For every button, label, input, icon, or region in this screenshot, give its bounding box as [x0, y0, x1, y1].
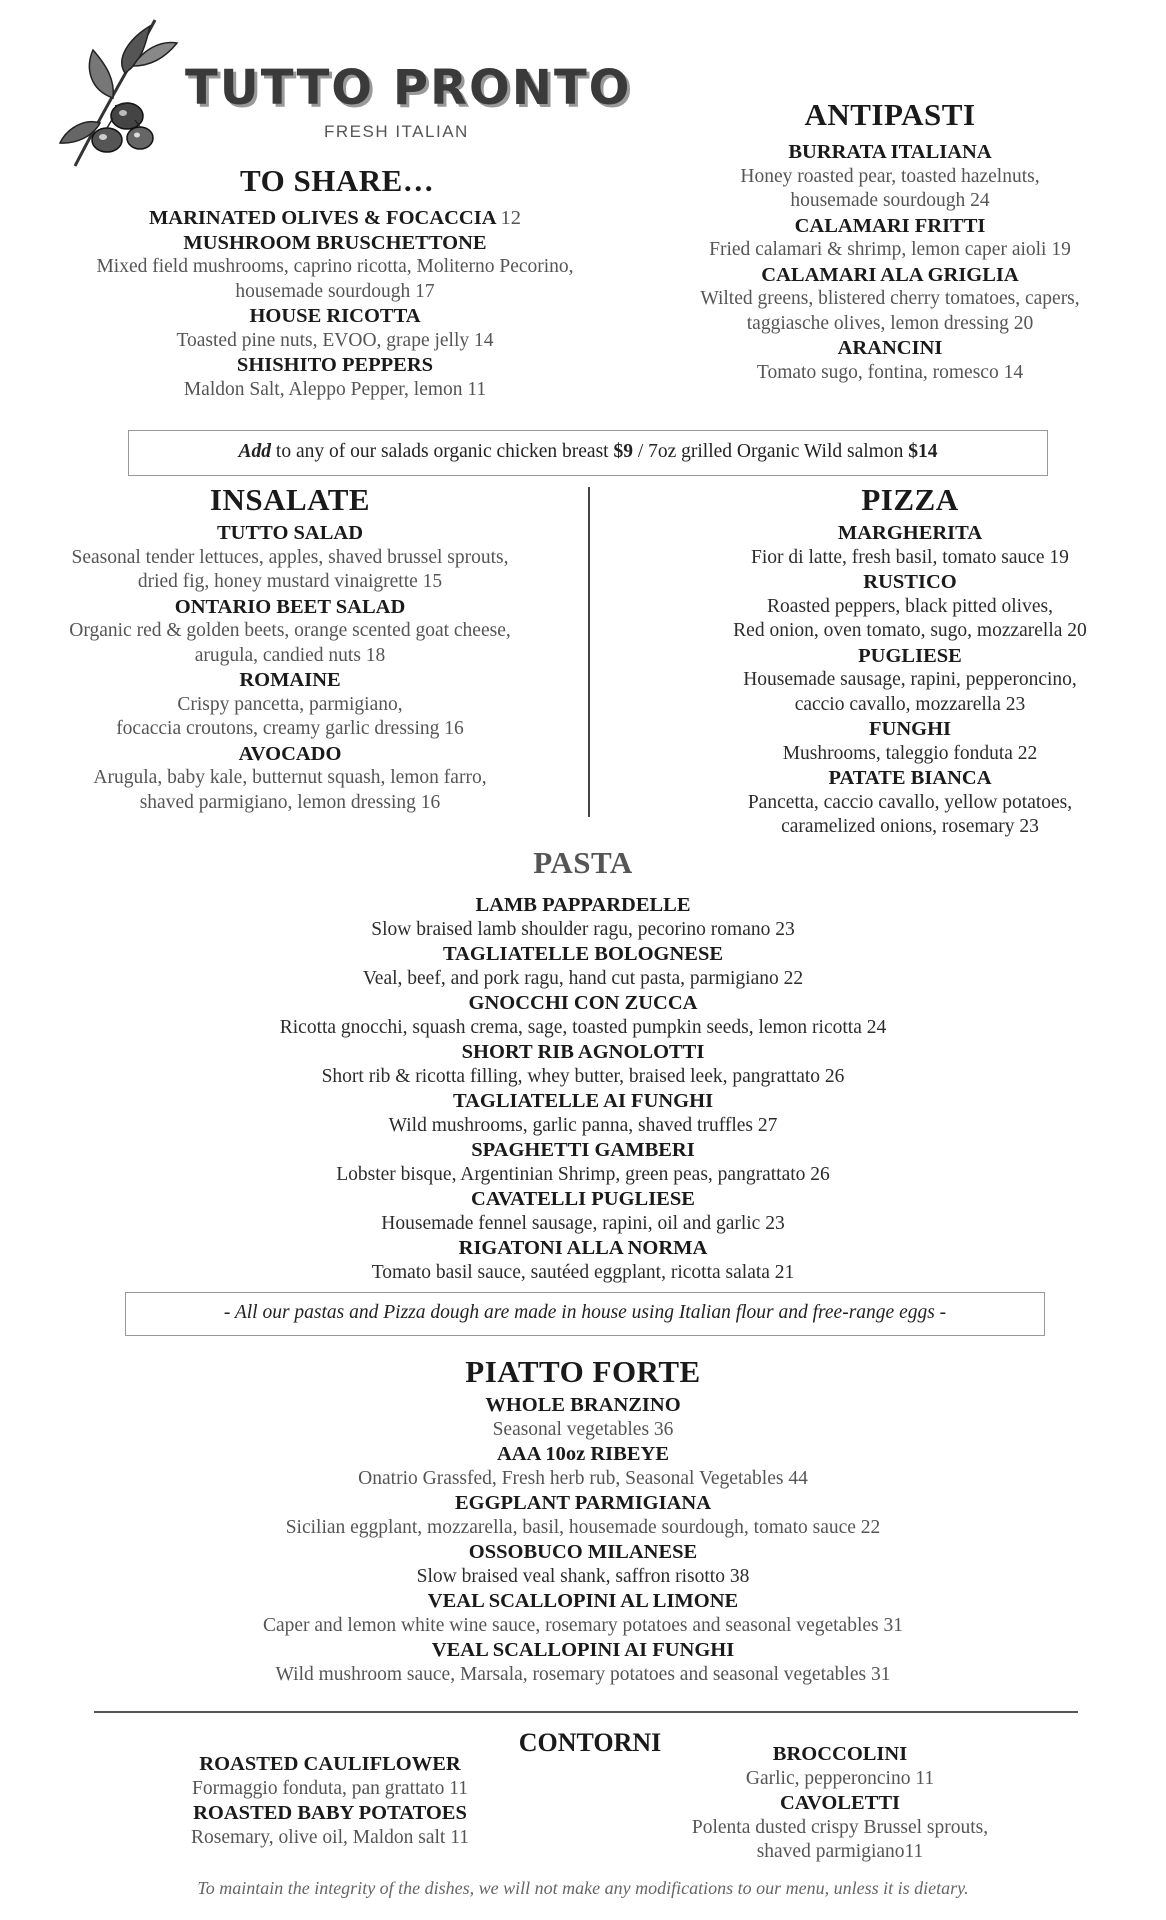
section-divider: [94, 1711, 1078, 1713]
menu-item-desc: Maldon Salt, Aleppo Pepper, lemon 11: [183, 378, 487, 400]
menu-item-desc: Short rib & ricotta filling, whey butter, braised leek, pangrattato 26: [321, 1065, 845, 1087]
menu-item-name: AAA 10oz RIBEYE: [497, 1443, 669, 1465]
menu-item-desc: Tomato basil sauce, sautéed eggplant, ricotta salata 21: [371, 1261, 795, 1283]
menu-item-name: WHOLE BRANZINO: [485, 1394, 681, 1416]
menu-item-desc: Onatrio Grassfed, Fresh herb rub, Seasonal Vegetables 44: [358, 1467, 808, 1489]
menu-item-desc: Honey roasted pear, toasted hazelnuts,: [740, 165, 1040, 187]
menu-item-name: TAGLIATELLE BOLOGNESE: [442, 943, 724, 965]
menu-item-name: CAVATELLI PUGLIESE: [471, 1188, 695, 1210]
column-divider: [588, 487, 590, 817]
contorni-right: [640, 1742, 1040, 1865]
menu-item-desc: taggiasche olives, lemon dressing 20: [746, 312, 1034, 334]
brand-name: TUTTO PRONTO: [185, 60, 632, 116]
menu-item-name: HOUSE RICOTTA: [249, 305, 421, 327]
footer-disclaimer: To maintain the integrity of the dishes, we will not make any modifications to our menu, unless it is dietary.: [197, 1878, 969, 1898]
menu-item-desc: housemade sourdough 24: [790, 190, 990, 211]
menu-item-desc: arugula, candied nuts 18: [194, 644, 386, 666]
pasta-dough-note: - All our pastas and Pizza dough are made in house using Italian flour and free-range eggs -: [125, 1292, 1045, 1336]
menu-item-name: PATATE BIANCA: [828, 767, 992, 789]
menu-item-desc: focaccia croutons, creamy garlic dressing 16: [116, 718, 464, 739]
menu-item-desc: Slow braised lamb shoulder ragu, pecorino romano 23: [371, 918, 795, 940]
menu-item-desc: Red onion, oven tomato, sugo, mozzarella 20: [733, 620, 1087, 641]
menu-item-name: MUSHROOM BRUSCHETTONE: [183, 231, 487, 254]
add-protein-note: Add to any of our salads organic chicken breast $9 / 7oz grilled Organic Wild salmon $14: [128, 430, 1048, 476]
menu-item-name: ROASTED CAULIFLOWER: [199, 1753, 461, 1775]
menu-item-desc: Tomato sugo, fontina, romesco 14: [756, 361, 1024, 383]
pizza-title: PIZZA: [861, 482, 959, 517]
menu-item-name: CALAMARI FRITTI: [794, 214, 986, 237]
menu-item-desc: Housemade fennel sausage, rapini, oil and garlic 23: [381, 1212, 785, 1234]
menu-item-desc: Mixed field mushrooms, caprino ricotta, Moliterno Pecorino,: [96, 256, 574, 277]
piatto-forte-title: PIATTO FORTE: [465, 1354, 701, 1389]
menu-item-desc: Roasted peppers, black pitted olives,: [767, 595, 1053, 617]
menu-item-desc: Seasonal vegetables 36: [492, 1418, 674, 1440]
menu-item-name: RUSTICO: [863, 571, 957, 593]
menu-item-name: MARGHERITA: [837, 522, 983, 544]
menu-item-desc: Wilted greens, blistered cherry tomatoes, capers,: [700, 288, 1080, 309]
menu-item-name: FUNGHI: [869, 718, 951, 740]
menu-item-desc: Fior di latte, fresh basil, tomato sauce 19: [751, 546, 1069, 568]
menu-item-name: MARINATED OLIVES & FOCACCIA 12: [148, 207, 522, 229]
menu-item-name: TAGLIATELLE AI FUNGHI: [452, 1090, 714, 1112]
menu-item-desc: Slow braised veal shank, saffron risotto 38: [416, 1565, 750, 1587]
piatto-forte-items: [0, 1393, 1166, 1687]
menu-item-name: SPAGHETTI GAMBERI: [471, 1139, 695, 1161]
menu-item-name: ROMAINE: [239, 669, 341, 691]
menu-item-name: TUTTO SALAD: [216, 522, 363, 544]
menu-item-name: CALAMARI ALA GRIGLIA: [761, 263, 1019, 286]
menu-item-desc: shaved parmigiano, lemon dressing 16: [139, 791, 441, 813]
menu-item-desc: Pancetta, caccio cavallo, yellow potatoes,: [747, 791, 1073, 813]
menu-item-name: RIGATONI ALLA NORMA: [458, 1237, 708, 1259]
antipasti-title: ANTIPASTI: [804, 97, 976, 132]
menu-item-desc: Fried calamari & shrimp, lemon caper aioli 19: [709, 239, 1071, 260]
menu-item-name: ROASTED BABY POTATOES: [193, 1802, 467, 1824]
menu-item-desc: caccio cavallo, mozzarella 23: [794, 693, 1026, 715]
menu-item-desc: Ricotta gnocchi, squash crema, sage, toasted pumpkin seeds, lemon ricotta 24: [279, 1016, 887, 1038]
menu-item-name: BROCCOLINI: [772, 1743, 908, 1765]
menu-item-name: SHISHITO PEPPERS: [236, 354, 434, 376]
pasta-title: PASTA: [533, 845, 633, 880]
menu-item-desc: Sicilian eggplant, mozzarella, basil, housemade sourdough, tomato sauce 22: [285, 1516, 881, 1538]
to-share-title: TO SHARE…: [240, 163, 435, 198]
menu-item-name: PUGLIESE: [858, 644, 962, 667]
contorni-title: CONTORNI: [518, 1728, 662, 1757]
menu-item-desc: Toasted pine nuts, EVOO, grape jelly 14: [176, 329, 494, 351]
pizza-items: [640, 521, 1166, 840]
menu-item-name: ONTARIO BEET SALAD: [174, 595, 406, 618]
insalate-items: [10, 521, 570, 815]
menu-item-name: ARANCINI: [837, 337, 943, 359]
menu-item-desc: Lobster bisque, Argentinian Shrimp, green peas, pangrattato 26: [336, 1163, 830, 1185]
menu-item-name: GNOCCHI CON ZUCCA: [468, 992, 698, 1014]
menu-item-name: OSSOBUCO MILANESE: [468, 1541, 698, 1563]
menu-item-desc: Organic red & golden beets, orange scented goat cheese,: [69, 620, 511, 641]
menu-item-desc: dried fig, honey mustard vinaigrette 15: [137, 571, 443, 592]
menu-item-name: AVOCADO: [238, 742, 342, 765]
menu-item-desc: Arugula, baby kale, butternut squash, lemon farro,: [93, 767, 487, 788]
menu-item-desc: Mushrooms, taleggio fonduta 22: [782, 742, 1038, 764]
menu-item-desc: Seasonal tender lettuces, apples, shaved brussel sprouts,: [71, 546, 509, 568]
menu-item-name: VEAL SCALLOPINI AL LIMONE: [427, 1590, 739, 1612]
menu-item-desc: Formaggio fonduta, pan grattato 11: [191, 1777, 468, 1799]
menu-item-desc: housemade sourdough 17: [235, 280, 435, 302]
brand-tagline: FRESH ITALIAN: [324, 122, 469, 141]
menu-item-desc: Polenta dusted crispy Brussel sprouts,: [691, 1816, 989, 1838]
to-share-items: [30, 206, 640, 402]
logo: [55, 18, 185, 168]
menu-item-name: LAMB PAPPARDELLE: [475, 894, 691, 916]
antipasti-items: [660, 140, 1120, 385]
menu-item-desc: Housemade sausage, rapini, pepperoncino,: [743, 669, 1077, 690]
menu-item-desc: Wild mushrooms, garlic panna, shaved truffles 27: [388, 1114, 778, 1136]
pasta-items: [0, 893, 1166, 1285]
menu-item-desc: shaved parmigiano11: [756, 1841, 924, 1862]
menu-item-name: EGGPLANT PARMIGIANA: [454, 1492, 712, 1514]
menu-item-name: VEAL SCALLOPINI AI FUNGHI: [431, 1639, 735, 1661]
menu-item-desc: Garlic, pepperoncino 11: [745, 1767, 935, 1789]
menu-item-desc: Caper and lemon white wine sauce, rosemary potatoes and seasonal vegetables 31: [262, 1614, 904, 1636]
menu-item-desc: Crispy pancetta, parmigiano,: [177, 693, 403, 715]
menu-item-desc: Wild mushroom sauce, Marsala, rosemary potatoes and seasonal vegetables 31: [275, 1663, 891, 1685]
insalate-title: INSALATE: [209, 482, 371, 517]
menu-item-name: BURRATA ITALIANA: [788, 141, 992, 163]
olive-branch-icon: [55, 18, 185, 168]
menu-item-desc: Rosemary, olive oil, Maldon salt 11: [190, 1826, 470, 1848]
menu-item-desc: caramelized onions, rosemary 23: [781, 816, 1039, 837]
contorni-left: [130, 1752, 530, 1850]
menu-item-desc: Veal, beef, and pork ragu, hand cut pasta, parmigiano 22: [362, 967, 804, 989]
menu-item-name: CAVOLETTI: [780, 1792, 900, 1814]
menu-item-name: SHORT RIB AGNOLOTTI: [461, 1041, 705, 1063]
